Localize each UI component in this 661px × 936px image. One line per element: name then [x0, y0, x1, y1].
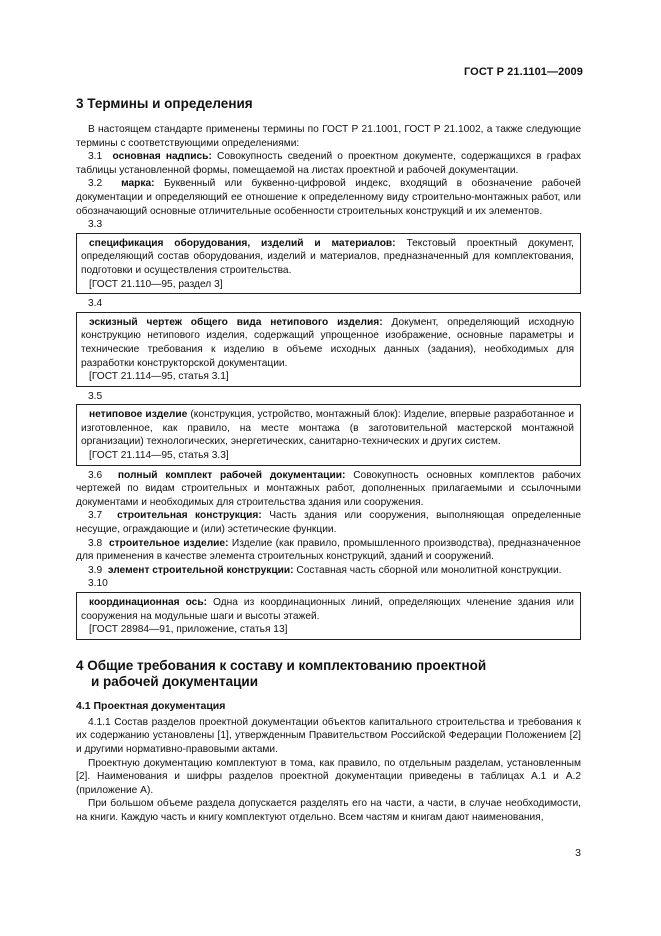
term-definition: Одна из координационных линий, определяющих членение здания или сооружения на модульные шаги и высоты этажей.	[81, 597, 574, 622]
term-reference: [ГОСТ 28984—91, приложение, статья 13]	[89, 624, 288, 636]
term-number: 3.2	[88, 178, 103, 190]
term-number: 3.1	[88, 151, 103, 163]
paragraph: При большом объеме раздела допускается разделять его на части, а части, в случае необходимости, на книги. Каждую часть и книгу комплектуют отдельно. Всем частям и книгам дают наименования,	[76, 798, 581, 823]
term-name: нетиповое изделие	[89, 409, 188, 421]
term-number: 3.10	[88, 578, 108, 590]
term-definition: Буквенный или буквенно-цифровой индекс, входящий в обозначение рабочей документации и определяющий ее отношение к определенному виду строительно-монтажных работ, или обозначающий основные отличительные особенности строительных конструкций и их элементов.	[76, 178, 581, 217]
term-name: эскизный чертеж общего вида нетипового изделия:	[89, 316, 383, 328]
page-content	[76, 96, 581, 825]
term-definition: Совокупность сведений о проектном документе, содержащихся в графах таблицы установленной формы, помещаемой на листах проектной и рабочей документации.	[76, 151, 581, 176]
term-definition: Текстовый проектный документ, определяющий состав оборудования, изделий и материалов, предназначенный для комплектования, подготовки и осуществления строительства.	[81, 237, 574, 276]
term-name: основная надпись:	[112, 151, 212, 163]
term-name: строительное изделие:	[109, 537, 229, 549]
section-4-title	[76, 658, 581, 690]
term-3-4	[81, 316, 574, 370]
term-name: элемент строительной конструкции:	[107, 564, 294, 576]
page-number: 3	[575, 847, 581, 859]
term-number: 3.9	[88, 564, 103, 576]
section-4-title-line-2: и рабочей документации	[91, 673, 259, 689]
section-3-title: 3 Термины и определения	[76, 96, 253, 111]
subsection-4-1-title: 4.1 Проектная документация	[76, 699, 226, 712]
term-box-3-5	[76, 404, 581, 465]
term-reference: [ГОСТ 21.110—95, раздел 3]	[89, 278, 223, 290]
term-3-2	[76, 177, 581, 218]
term-number: 3.7	[88, 510, 103, 522]
term-3-7	[76, 509, 581, 536]
term-box-3-4	[76, 312, 581, 387]
term-number: 3.3	[88, 219, 103, 231]
term-box-3-3	[76, 233, 581, 294]
term-number: 3.5	[88, 390, 103, 402]
section-4-title-line-1: 4 Общие требования к составу и комплектованию проектной	[76, 657, 487, 673]
term-name: спецификация оборудования, изделий и материалов:	[89, 237, 396, 249]
term-reference: [ГОСТ 21.114—95, статья 3.3]	[89, 450, 229, 462]
section-3-intro: В настоящем стандарте применены термины по ГОСТ Р 21.1001, ГОСТ Р 21.1002, а также следующие термины с соответствующими определениями:	[76, 124, 581, 149]
term-3-10	[81, 596, 574, 623]
term-number: 3.8	[88, 537, 103, 549]
term-name: координационная ось:	[89, 597, 207, 608]
term-name: строительная конструкция:	[117, 510, 262, 522]
term-definition: Документ, определяющий исходную конструкцию нетипового изделия, содержащий упрощенное изображение, основные параметры и технические требования к изделию в объеме исходных данных (задания), необходимых для разработки конструкторской документации.	[81, 316, 574, 369]
term-box-3-10	[76, 592, 581, 640]
term-number: 3.4	[88, 298, 103, 310]
term-reference: [ГОСТ 21.114—95, статья 3.1]	[89, 371, 229, 383]
term-definition: Изделие (как правило, промышленного производства), предназначенное для применения в качестве элемента строительных конструкций, зданий и сооружений.	[76, 537, 581, 563]
term-3-6	[76, 469, 581, 510]
term-3-5	[81, 408, 574, 449]
term-definition: Часть здания или сооружения, выполняющая определенные несущие, ограждающие и (или) эстетические функции.	[76, 510, 581, 536]
paragraph: Проектную документацию комплектуют в тома, как правило, по отдельным разделам, установленным [2]. Наименования и шифры разделов проектной документации приведены в таблицах А.1 и А.2 (приложение А).	[76, 757, 581, 796]
term-definition: Составная часть сборной или монолитной конструкции.	[296, 564, 562, 576]
term-definition: Совокупность основных комплектов рабочих чертежей по видам строительных и монтажных работ, дополненных прилагаемыми и ссылочными документами и необходимых для строительства здания или сооружения.	[76, 469, 581, 508]
term-3-1	[76, 150, 581, 177]
document-id: ГОСТ Р 21.1101—2009	[463, 66, 583, 78]
term-3-8	[76, 537, 581, 564]
paragraph-4-1-1: 4.1.1 Состав разделов проектной документации объектов капитального строительства и требования к их содержанию установлены [1], утвержденным Правительством Российской Федерации Положением [2] и другими нормативно-правовыми актами.	[76, 716, 581, 755]
term-name: полный комплект рабочей документации:	[117, 469, 346, 481]
term-3-3	[81, 237, 574, 278]
term-name: марка:	[121, 178, 155, 190]
term-number: 3.6	[88, 469, 103, 481]
term-definition: (конструкция, устройство, монтажный блок): Изделие, впервые разработанное и изготовленное, как правило, на месте монтажа (в заготовительной мастерской монтажной организации) технологических, энергетических, санитарно-технических и других систем.	[81, 409, 574, 448]
term-3-9	[76, 564, 581, 578]
